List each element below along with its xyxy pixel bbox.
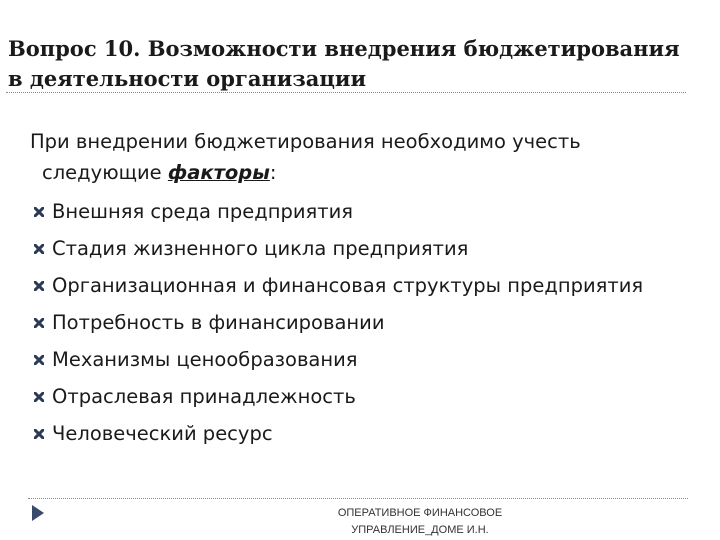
footer-line-1: ОПЕРАТИВНОЕ ФИНАНСОВОЕ [337,507,503,519]
footer-line-2: УПРАВЛЕНИЕ_ДОМЕ И.Н. [351,524,489,536]
list-item [34,230,714,267]
x-mark-icon [34,429,44,439]
intro-line-1: При внедрении бюджетирования необходимо учесть [30,130,581,153]
play-arrow-icon[interactable] [31,504,45,522]
factor-label: Механизмы ценообразования [52,348,358,371]
intro-emphasis: факторы [167,161,270,184]
list-item [34,193,714,230]
x-mark-icon [34,207,44,217]
list-item [34,267,714,304]
factor-label: Стадия жизненного цикла предприятия [52,237,469,260]
intro-line-2 [30,157,690,188]
factors-list [34,193,714,452]
factor-label: Организационная и финансовая структуры предприятия [52,274,644,297]
footer-caption [300,505,540,539]
x-mark-icon [34,244,44,254]
list-item [34,378,714,415]
footer-divider [28,498,688,499]
slide-title-line-1: Вопрос 10. Возможности внедрения бюджетирования [8,36,680,61]
title-divider [6,92,686,93]
x-mark-icon [34,318,44,328]
x-mark-icon [34,392,44,402]
slide-title [8,34,714,94]
intro-paragraph [30,126,690,188]
factor-label: Внешняя среда предприятия [52,200,354,223]
factor-label: Потребность в финансировании [52,311,385,334]
intro-suffix: : [269,161,277,184]
x-mark-icon [34,355,44,365]
slide-title-line-2: в деятельности организации [8,66,367,91]
list-item [34,341,714,378]
list-item [34,304,714,341]
x-mark-icon [34,281,44,291]
factor-label: Отраслевая принадлежность [52,385,356,408]
factor-label: Человеческий ресурс [52,422,273,445]
list-item [34,415,714,452]
intro-line-2-prefix: следующие [42,161,168,184]
